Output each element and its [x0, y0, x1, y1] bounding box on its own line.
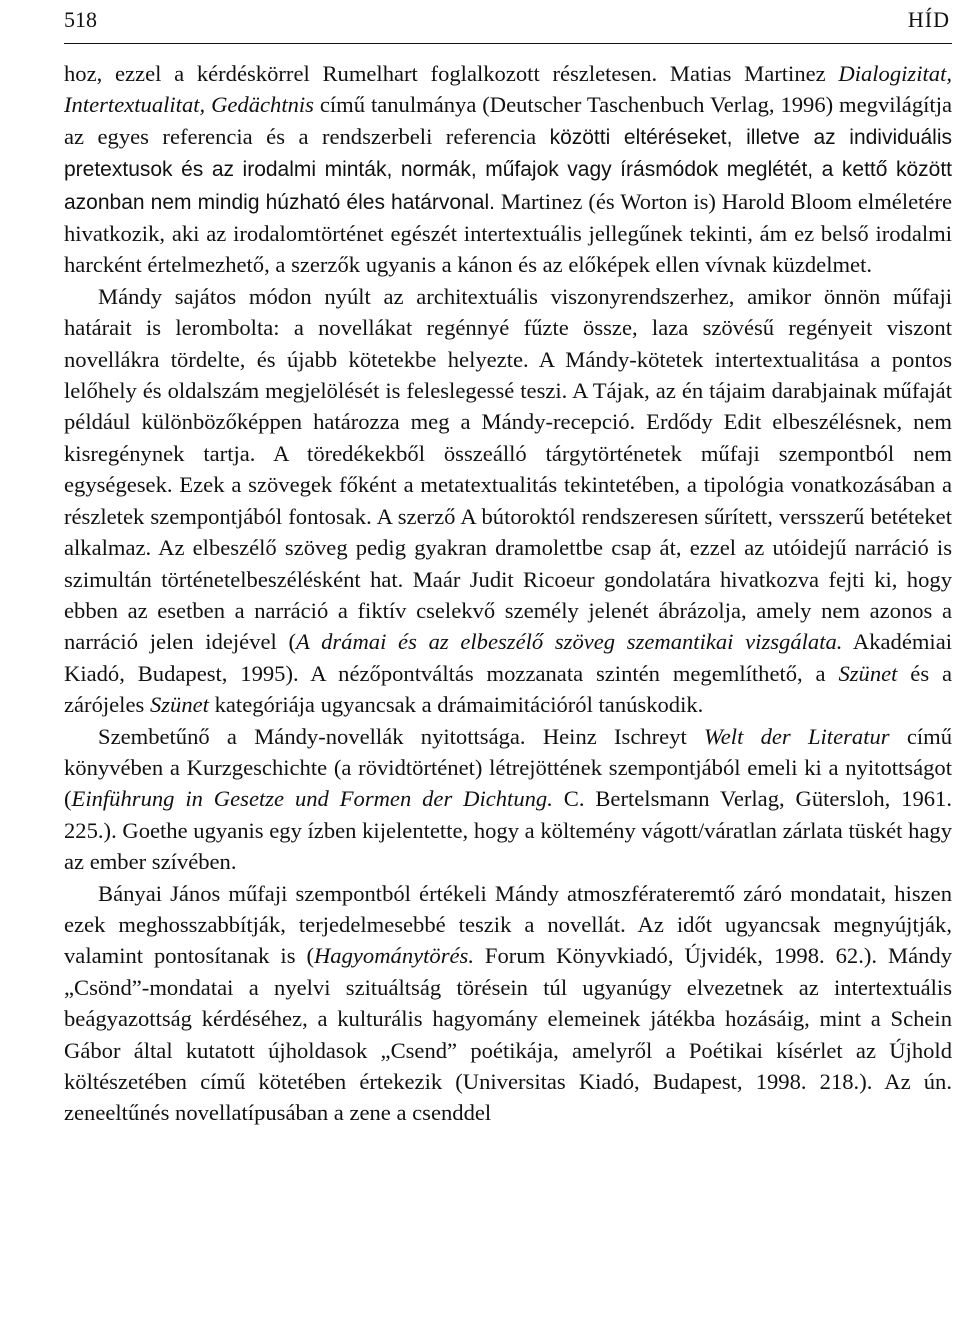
header-rule [64, 43, 952, 44]
text-run: című tanulmánya (Deutscher Taschenbuch Verlag, 1996) megvilágítja az egyes referencia és a rendszerbeli referencia [64, 92, 952, 149]
text-run-italic: Szünet [838, 660, 898, 686]
paragraph [64, 721, 952, 878]
text-run-italic: A drámai és az elbeszélő szöveg szemantikai vizsgálata. [296, 629, 843, 655]
text-run: Mándy sajátos módon nyúlt az architextuális viszonyrendszerhez, amikor önnön műfaji határait is lerombolta: a novellákat regénnyé fűzte össze, laza szövésű regényeit viszont novellákra tördelte, és újabb kötetekbe helyezte. A Mándy-kötetek intertextualitása a pontos lelőhely és oldalszám megjelölését is feleslegessé teszi. A Tájak, az én tájaim darabjainak műfaját például különbözőképpen határozza meg a Mándy-recepció. Erdődy Edit elbeszélésnek, nem kisregénynek tartja. A töredékekből összeálló tárgytörténetek műfaji szempontból nem egységesek. Ezek a szövegek főként a metatextualitás tekintetében, a tipológia vonatkozásában a részletek szempontjából fontosak. A szerző A bútoroktól rendszeresen sűrített, versszerű betéteket alkalmaz. Az elbeszélő szöveg pedig gyakran dramolettbe csap át, ezzel az utóidejű narráció is szimultán történetelbeszélésként hat. Maár Judit Ricoeur gondolatára hivatkozva fejti ki, hogy ebben az esetben a narráció a fiktív cselekvő személy jelenét ábrázolja, amely nem azonos a narráció jelen idejével ( [64, 283, 952, 655]
text-run-italic: Einführung in Gesetze und Formen der Dichtung. [71, 786, 553, 812]
paragraph [64, 281, 952, 721]
text-run-italic: Hagyománytörés. [313, 943, 474, 969]
text-run-italic: Szünet [149, 692, 209, 718]
text-run: kategóriája ugyancsak a drámaimitációról tanúskodik. [208, 692, 704, 718]
text-run: című könyvében a Kurzgeschichte (a rövidtörténet) létrejöttének szempontjából emeli ki a nyitottságot ( [64, 723, 952, 812]
text-run: hoz, ezzel a kérdéskörrel Rumelhart foglalkozott részletesen. Matias Martinez [64, 61, 839, 86]
paragraph [64, 58, 952, 281]
running-head: HÍD [907, 7, 950, 32]
text-run: Forum Könyvkiadó, Újvidék, 1998. 62.). Mándy „Csönd”-mondatai a nyelvi szituáltság törésein túl ugyanúgy elvezetnek az intertextuális beágyazottság kérdéséhez, a kulturális hagyomány elemeinek játékba hozásáig, mint a Schein Gábor által kutatott újholdasok „Csend” poétikája, amelyről a Poétikai kísérlet az Újhold költészetében című kötetében értekezik (Universitas Kiadó, Budapest, 1998. 218.). Az ún. zeneeltűnés novellatípusában a zene a csenddel [64, 943, 952, 1126]
text-run: C. Bertelsmann Verlag, Gütersloh, 1961. 225.). Goethe ugyanis egy ízben kijelentette, hogy a költemény vágott/váratlan zárlata tüskét hagy az ember szívében. [64, 786, 952, 875]
text-run: és a zárójeles [64, 660, 952, 718]
page-header [64, 6, 952, 40]
text-run: Martinez (és Worton is) Harold Bloom elméletére hivatkozik, aki az irodalomtörténet egészét intertextuális jellegűnek tekinti, ám ez belső irodalmi harcként értelmezhető, a szerzők ugyanis a kánon és az előképek ellen vívnak küzdelmet. [64, 188, 952, 278]
book-page [64, 0, 952, 1325]
paragraph [64, 878, 952, 1129]
page-number: 518 [64, 7, 97, 32]
text-run: Akadémiai Kiadó, Budapest, 1995). A nézőpontváltás mozzanata szintén megemlíthető, a [64, 629, 953, 686]
text-run-italic: Dialogizitat, Intertextualitat, Gedächtnis [64, 61, 952, 118]
text-run: Szembetűnő a Mándy-novellák nyitottsága. Heinz Ischreyt [98, 723, 705, 749]
body-text [64, 58, 952, 1129]
text-run: Bányai János műfaji szempontból értékeli Mándy atmoszférateremtő záró mondatait, hiszen ezek meghosszabbítják, terjedelmesebbé teszik a novellát. Az időt ugyancsak megnyújtják, valamint pontosítanak is ( [64, 880, 952, 969]
text-run-italic: Welt der Literatur [704, 723, 890, 749]
text-run-sans: közötti eltéréseket, illetve az individuális pretextusok és az irodalmi minták, normák, műfajok vagy írásmódok meglétét, a kettő között azonban nem mindig húzható éles határvonal. [64, 125, 952, 214]
